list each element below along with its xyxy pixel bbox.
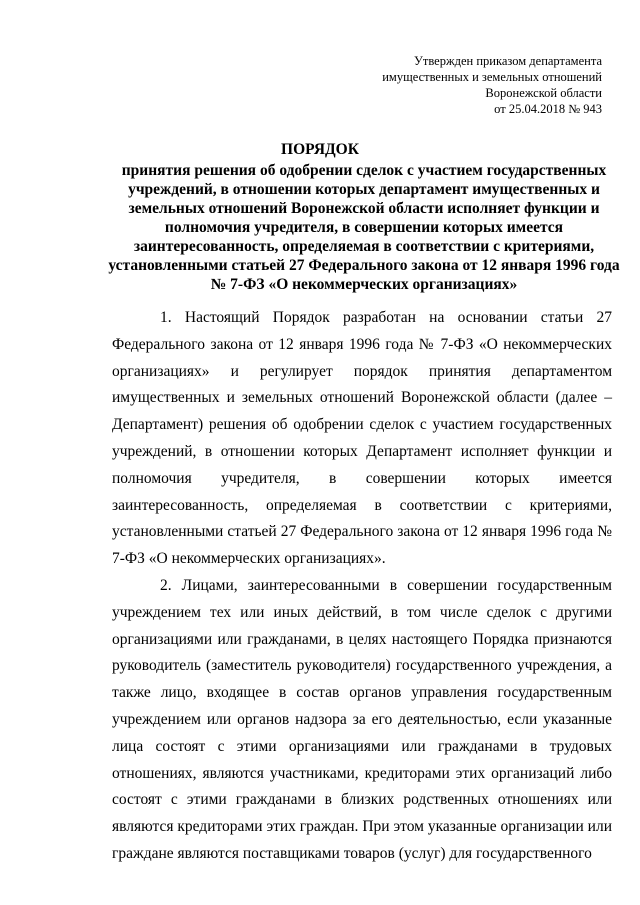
- paragraph: 2. Лицами, заинтересованными в совершении государственным учреждением тех или иных действий, в том числе сделок с другими организациями или гражданами, в целях настоящего Порядка признаются руководитель (заместитель руководителя) государственного учреждения, а также лицо, входящее в состав органов управления государственным учреждением или органов надзора за его деятельностью, если указанные лица состоят с этими организациями или гражданами в трудовых отношениях, являются участниками, кредиторами этих организаций либо состоят с этими гражданами в близких родственных отношениях или являются кредиторами этих граждан. При этом указанные организации или граждане являются поставщиками товаров (услуг) для государственного: [112, 576, 612, 862]
- title-heading: ПОРЯДОК: [281, 141, 359, 158]
- approval-stamp: [342, 53, 602, 117]
- title-subtitle: принятия решения об одобрении сделок с участием государственных учреждений, в отношении которых департамент имущественных и земельных отношений Воронежской области исполняет функции и полномочия учредителя, в совершении которых имеется заинтересованность, определяемая в соответствии с критериями, установленными статьей 27 Федерального закона от 12 января 1996 года № 7-ФЗ «О некоммерческих организациях»: [108, 162, 620, 293]
- document-body: [112, 305, 612, 868]
- document-title: [0, 140, 640, 293]
- approval-line: Утвержден приказом департамента: [414, 54, 602, 68]
- approval-line: от 25.04.2018 № 943: [494, 102, 602, 116]
- approval-line: имущественных и земельных отношений: [382, 70, 602, 84]
- approval-line: Воронежской области: [485, 86, 602, 100]
- paragraph: 1. Настоящий Порядок разработан на основании статьи 27 Федерального закона от 12 января 1996 года № 7-ФЗ «О некоммерческих организациях» и регулирует порядок принятия департаментом имущественных и земельных отношений Воронежской области (далее – Департамент) решения об одобрении сделок с участием государственных учреждений, в отношении которых Департамент исполняет функции и полномочия учредителя, в совершении которых имеется заинтересованность, определяемая в соответствии с критериями, установленными статьей 27 Федерального закона от 12 января 1996 года № 7-ФЗ «О некоммерческих организациях».: [112, 309, 612, 568]
